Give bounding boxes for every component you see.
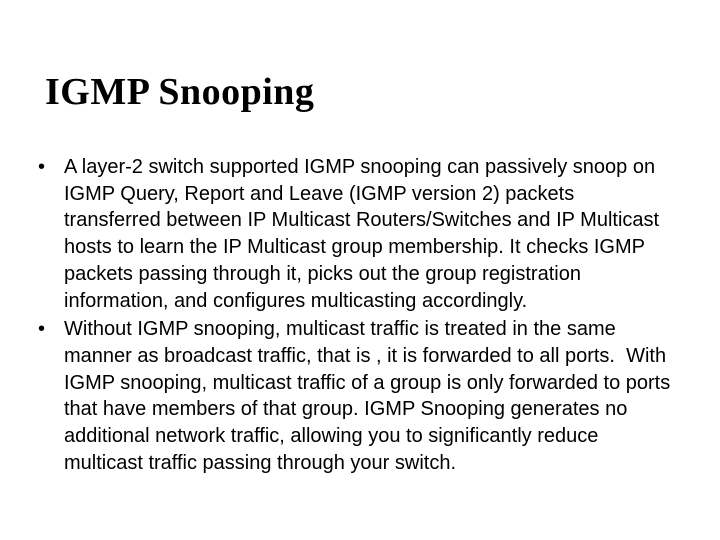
bullet-marker: • [38,156,46,178]
bullet-item-1 [38,154,706,314]
bullet-text [64,154,706,314]
bullet-text-line: A layer-2 switch supported IGMP snooping can passively snoop on [64,156,656,178]
bullet-text-line: multicast traffic passing through your switch. [64,451,457,474]
bullet-text-line: IGMP snooping, multicast traffic of a group is only forwarded to ports [64,371,671,394]
bullet-text-line: hosts to learn the IP Multicast group membership. It checks IGMP [64,236,645,259]
bullet-marker: • [38,318,46,341]
bullet-text-line: Without IGMP snooping, multicast traffic is treated in the same [64,318,616,341]
bullet-text-line: transferred between IP Multicast Routers/Switches and IP Multicast [64,209,660,232]
bullet-text-line: packets passing through it, picks out the group registration [64,262,581,285]
bullet-text-line: information, and configures multicasting accordingly. [64,289,528,312]
bullet-text-line: IGMP Query, Report and Leave (IGMP version 2) packets [64,182,575,205]
bullet-text-line: that have members of that group. IGMP Snooping generates no [64,398,628,421]
bullet-item-2 [38,316,706,476]
bullet-text [64,316,706,476]
slide-body [38,154,706,476]
slide-title: IGMP Snooping [45,71,315,113]
bullet-text-line: manner as broadcast traffic, that is , it is forwarded to all ports. With [64,344,667,367]
bullet-text-line: additional network traffic, allowing you to significantly reduce [64,425,599,448]
